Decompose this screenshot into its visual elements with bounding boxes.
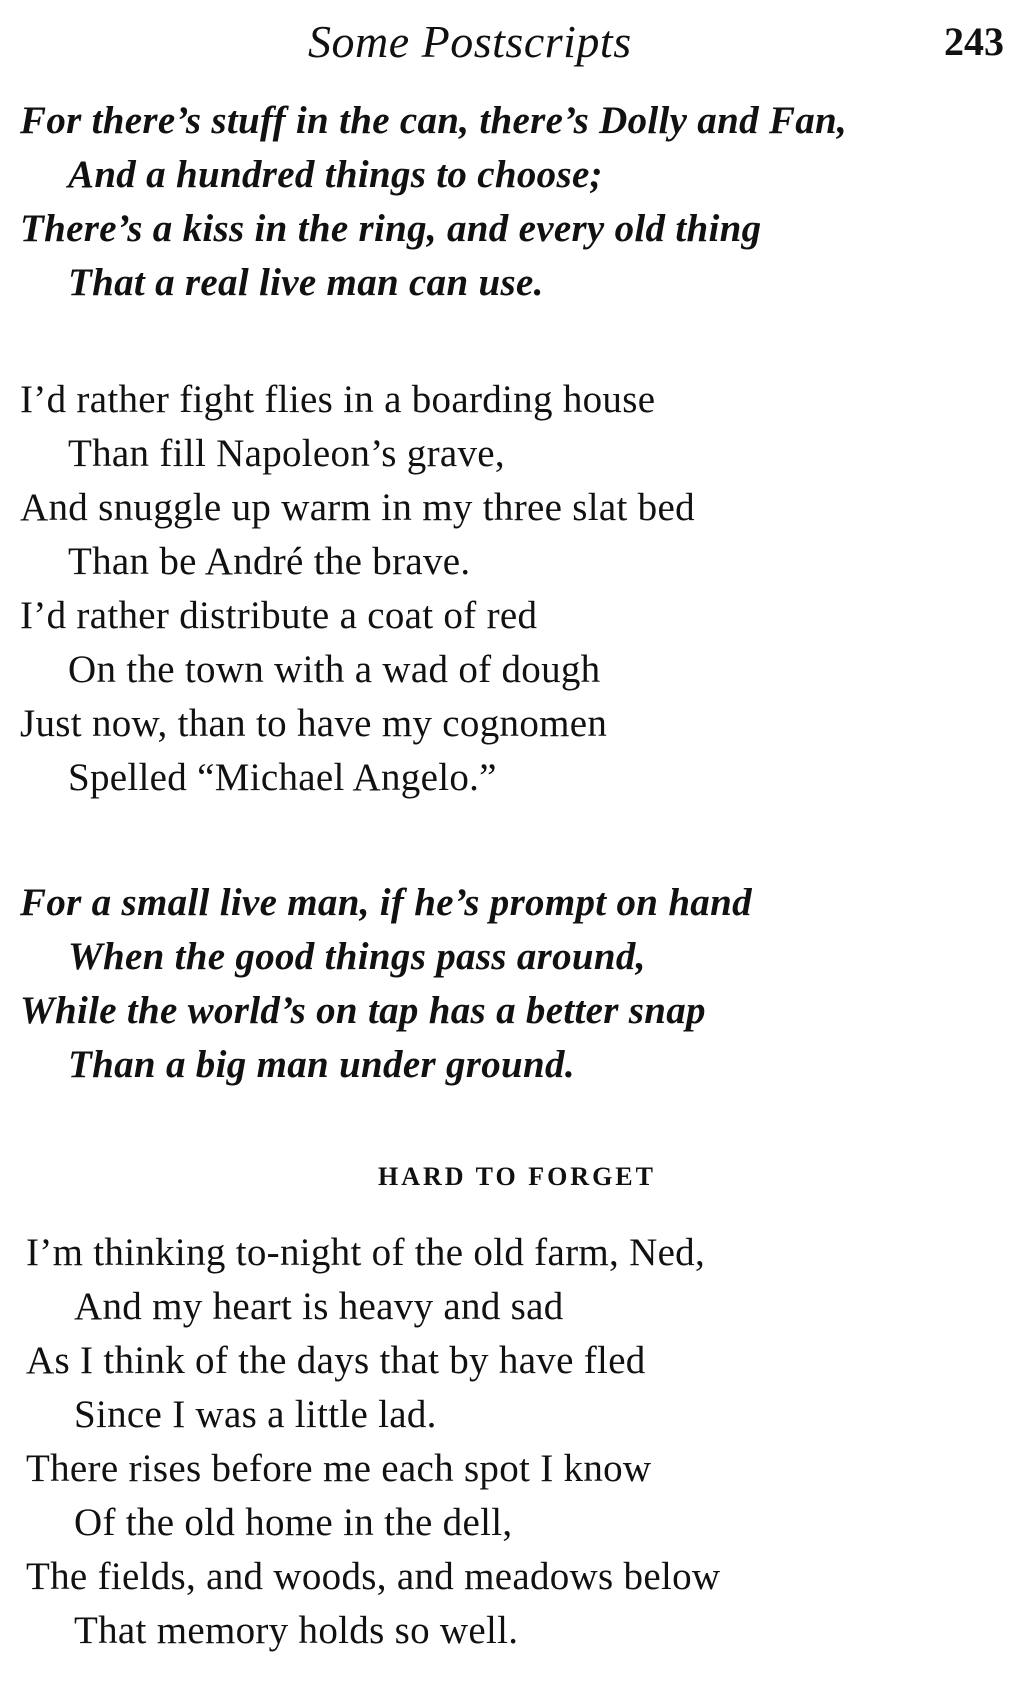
verse-line: I’d rather distribute a coat of red (20, 594, 538, 637)
verse-line: Than fill Napoleon’s grave, (68, 432, 505, 475)
stanza-chorus-1 (20, 94, 1010, 310)
verse-line: Of the old home in the dell, (74, 1501, 513, 1544)
verse-line: And my heart is heavy and sad (74, 1285, 564, 1328)
verse-line: Spelled “Michael Angelo.” (68, 756, 497, 799)
running-title: Some Postscripts (308, 16, 632, 67)
page-number: 243 (944, 19, 1004, 64)
verse-line: I’d rather fight flies in a boarding house (20, 378, 656, 421)
verse-line: That a real live man can use. (68, 261, 544, 304)
verse-line: When the good things pass around, (68, 935, 646, 978)
verse-line: On the town with a wad of dough (68, 648, 601, 691)
stanza-chorus-2 (20, 876, 1010, 1092)
verse-line: I’m thinking to-night of the old farm, Ned, (26, 1231, 706, 1274)
verse-line: For a small live man, if he’s prompt on hand (20, 881, 752, 924)
verse-line: As I think of the days that by have fled (26, 1339, 646, 1382)
verse-line: Than a big man under ground. (68, 1043, 575, 1086)
verse-line: And snuggle up warm in my three slat bed (20, 486, 695, 529)
verse-line: Just now, than to have my cognomen (20, 702, 608, 745)
verse-line: For there’s stuff in the can, there’s Dolly and Fan, (20, 99, 848, 142)
verse-line: Since I was a little lad. (74, 1393, 437, 1436)
running-head (0, 12, 1034, 72)
verse-line: There rises before me each spot I know (26, 1447, 652, 1490)
verse-line: That memory holds so well. (74, 1609, 519, 1652)
verse-line: The fields, and woods, and meadows below (26, 1555, 721, 1598)
verse-line: Than be André the brave. (68, 540, 471, 583)
verse-line: And a hundred things to choose; (68, 153, 603, 196)
poem-title: HARD TO FORGET (378, 1162, 656, 1191)
stanza-hard-to-forget (26, 1226, 1016, 1658)
stanza-verse (20, 373, 1010, 805)
verse-line: While the world’s on tap has a better snap (20, 989, 706, 1032)
verse-line: There’s a kiss in the ring, and every old thing (20, 207, 762, 250)
